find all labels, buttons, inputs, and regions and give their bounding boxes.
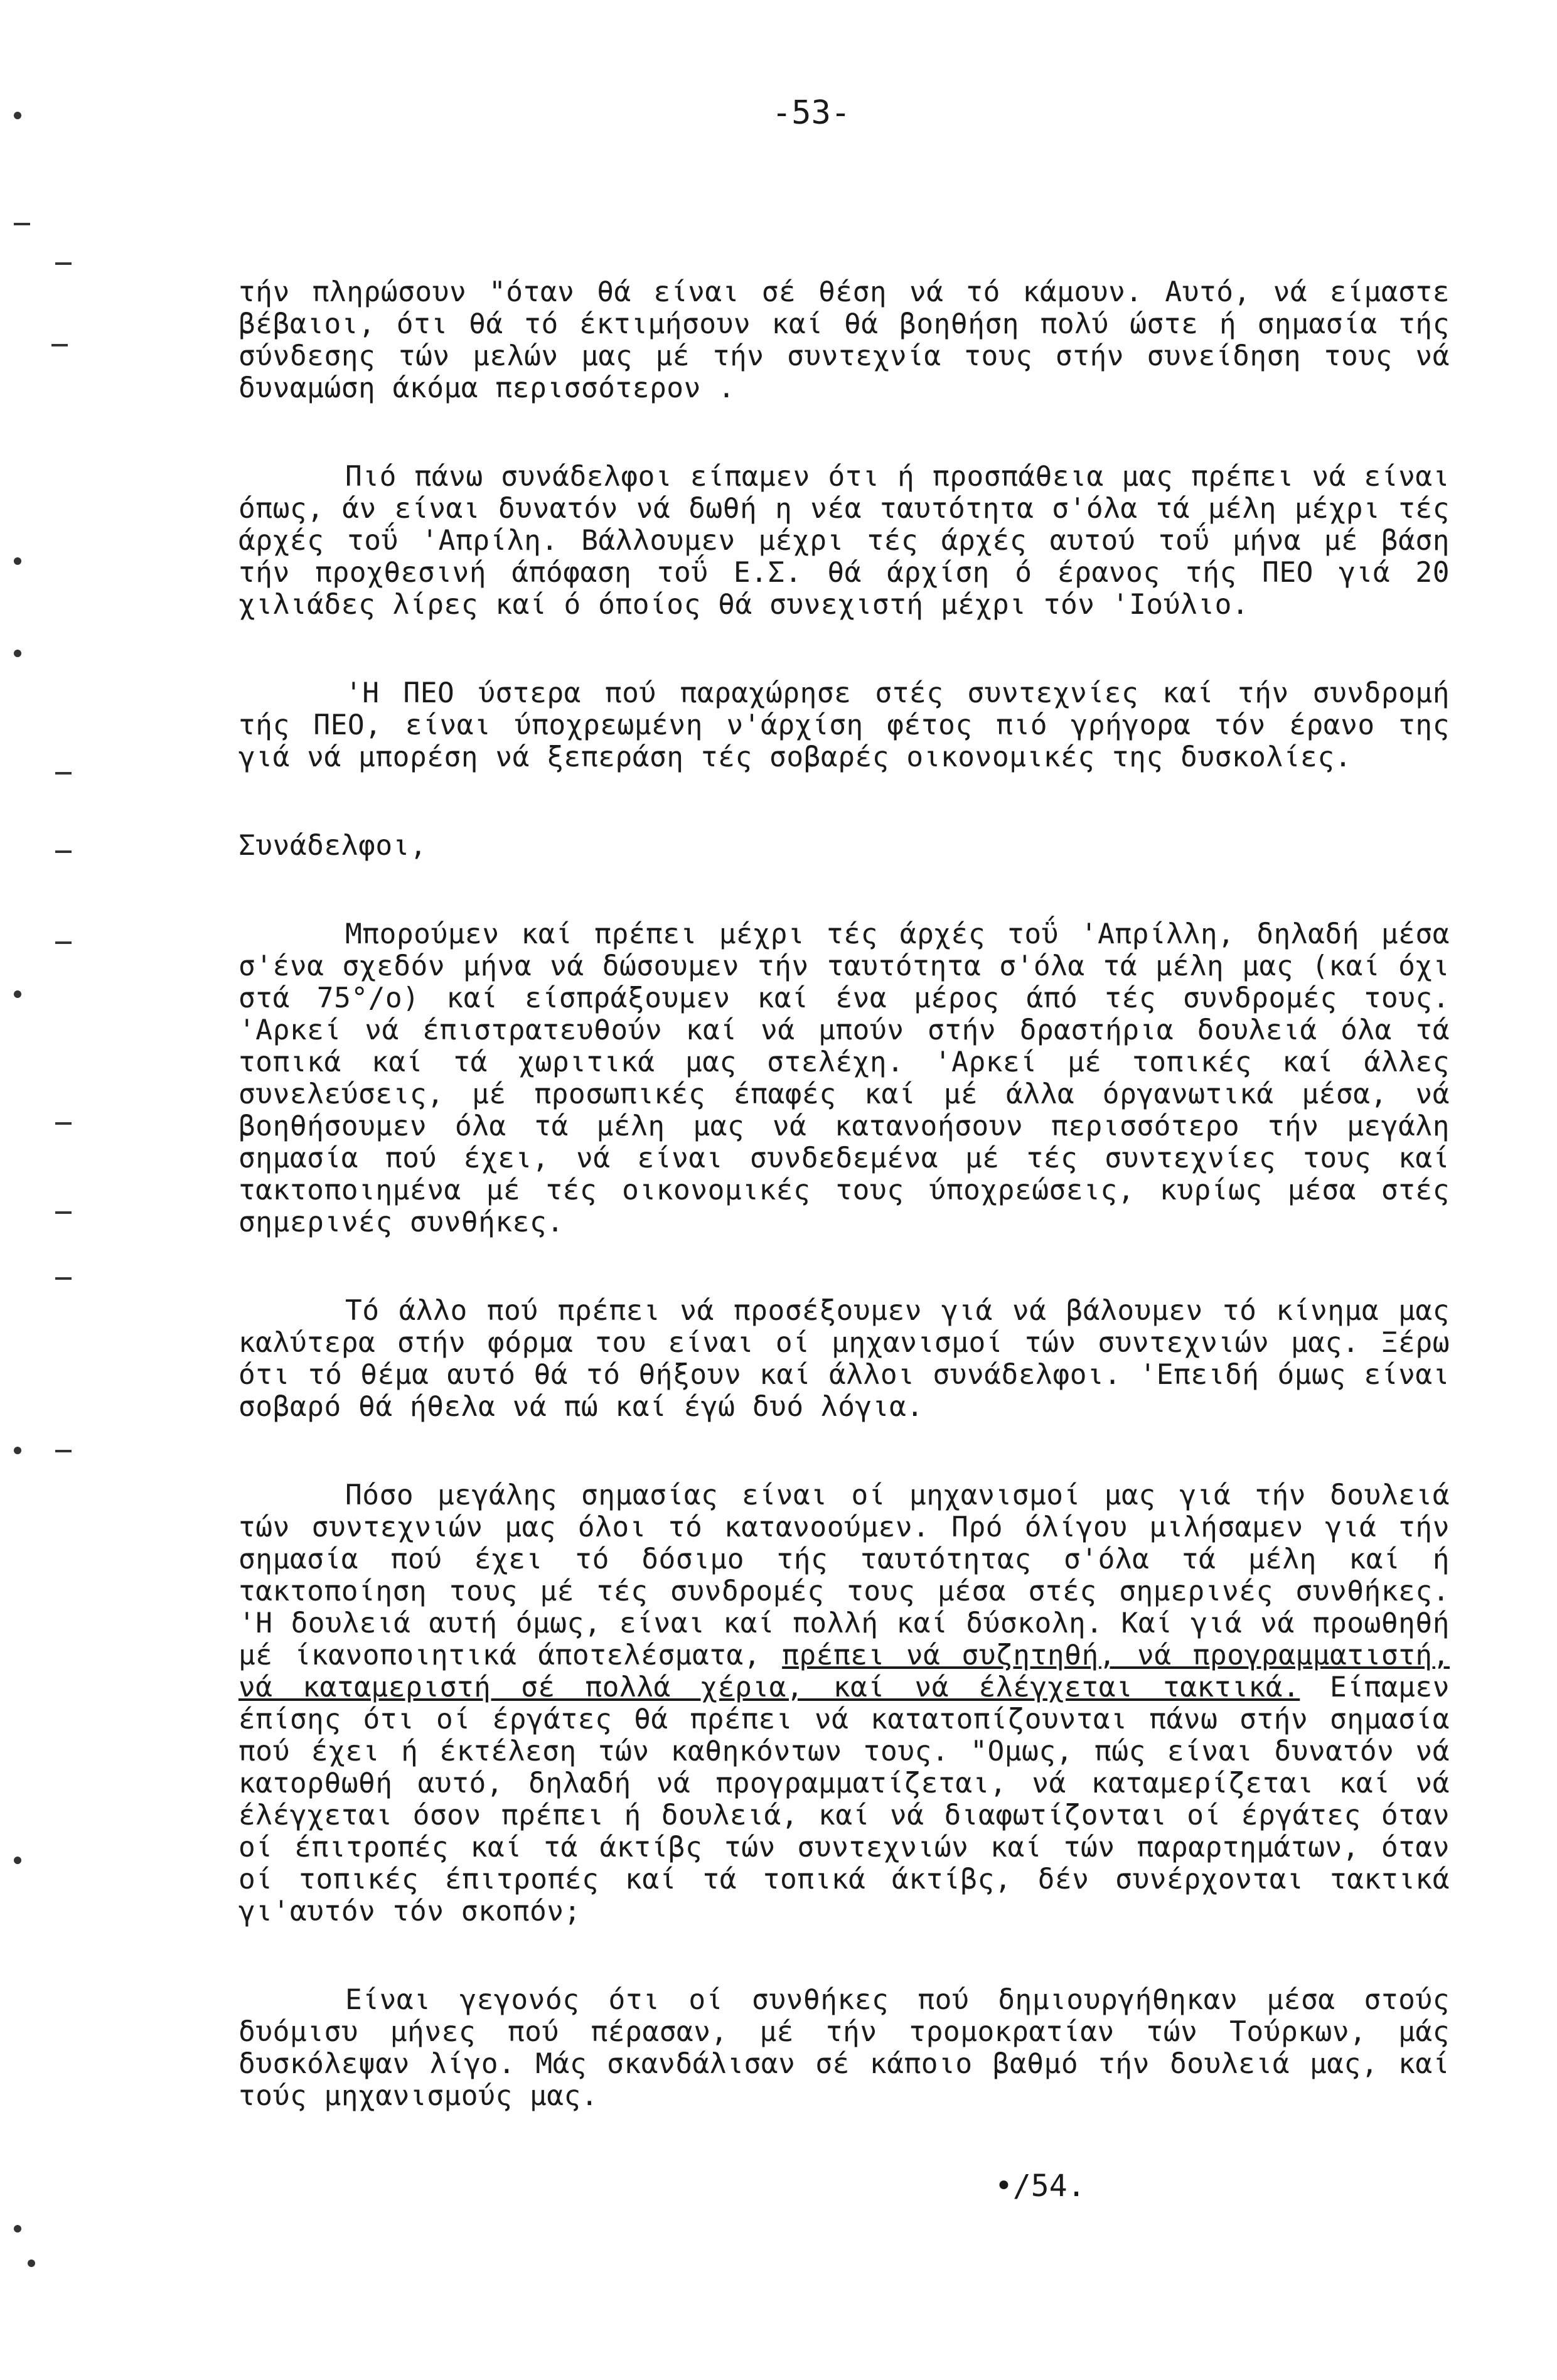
paragraph-text: Πόσο μεγάλης σημασίας είναι οί μηχανισμοί μας γιά τήν δουλειά τών συντεχνιών μας όλοι τό κατανοούμεν. Πρό όλίγου μιλήσαμεν γιά τήν σημασία πού έχει τό δόσιμο τής ταυτότητας σ'όλα τά μέλη καί ή τακτοποίηση τους μέ τές συνδρομές τους μέσα στές σημερινές συνθήκες. 'Η δουλειά αυτή όμως, είναι καί πολλή καί δύσκολη. Καί γιά νά προωθηθή μέ ίκανοποιητικά άποτελέσματα,: [238, 1479, 1450, 1671]
margin-mark: [55, 1211, 72, 1214]
paragraph: [238, 1479, 1450, 1927]
margin-mark: [14, 557, 21, 565]
page-number: -53-: [772, 94, 851, 132]
margin-mark: [55, 850, 72, 853]
margin-mark: [55, 772, 72, 775]
document-body: [238, 276, 1450, 2168]
margin-mark: [14, 223, 30, 225]
margin-mark: [14, 1857, 21, 1864]
margin-mark: [14, 2225, 21, 2233]
paragraph-text: Είπαμεν έπίσης ότι οί έργάτες θά πρέπει νά κατατοπίζουνται πάνω στήν σημασία πού έχει ή έκτέλεση τών καθηκόντων τους. "Ομως, πώς είναι δυνατόν νά κατορθωθή αυτό, δηλαδή νά προγραμματίζεται, νά καταμερίζεται καί νά έλέγχεται όσον πρέπει ή δουλειά, καί νά διαφωτίζονται οί έργάτες όταν οί έπιτροπές καί τά άκτίβς τών συντεχνιών καί τών παραρτημάτων, όταν οί τοπικές έπιτροπές καί τά τοπικά άκτίβς, δέν συνέρχονται τακτικά γι'αυτόν τόν σκοπόν;: [238, 1671, 1450, 1927]
margin-mark: [28, 2259, 35, 2267]
margin-mark: [55, 941, 72, 944]
margin-mark: [14, 650, 21, 657]
margin-mark: [55, 1277, 72, 1280]
margin-mark: [55, 262, 72, 265]
paragraph: τήν πληρώσουν "όταν θά είναι σέ θέση νά τό κάμουν. Αυτό, νά είμαστε βέβαιοι, ότι θά τό έκτιμήσουν καί θά βοηθήση πολύ ώστε ή σημασία τής σύνδεσης τών μελών μας μέ τήν συντεχνία τους στήν συνείδηση τους νά δυναμώση άκόμα περισσότερον .: [238, 276, 1450, 404]
footer-page-number: •/54.: [995, 2168, 1086, 2204]
margin-mark: [55, 1450, 72, 1452]
paragraph: Είναι γεγονός ότι οί συνθήκες πού δημιουργήθηκαν μέσα στούς δυόμισυ μήνες πού πέρασαν, μέ τήν τρομοκρατίαν τών Τούρκων, μάς δυσκόλεψαν λίγο. Μάς σκανδάλισαν σέ κάποιο βαθμό τήν δουλειά μας, καί τούς μηχανισμούς μας.: [238, 1984, 1450, 2112]
margin-mark: [55, 1122, 72, 1125]
paragraph: Μπορούμεν καί πρέπει μέχρι τές άρχές τοΰ 'Απρίλλη, δηλαδή μέσα σ'ένα σχεδόν μήνα νά δώσουμεν τήν ταυτότητα σ'όλα τά μέλη μας (καί όχι στά 75°/ο) καί είσπράξουμεν καί ένα μέρος άπό τές συνδρομές τους. 'Αρκεί νά έπιστρατευθούν καί νά μπούν στήν δραστήρια δουλειά όλα τά τοπικά καί τά χωριτικά μας στελέχη. 'Αρκεί μέ τοπικές καί άλλες συνελεύσεις, μέ προσωπικές έπαφές καί μέ άλλα όργανωτικά μέσα, νά βοηθήσουμεν όλα τά μέλη μας νά κατανοήσουν περισσότερο τήν μεγάλη σημασία πού έχει, νά είναι συνδεδεμένα μέ τές συντεχνίες τους καί τακτοποιημένα μέ τές οικονομικές τους ύποχρεώσεις, κυρίως μέσα στές σημερινές συνθήκες.: [238, 918, 1450, 1238]
paragraph: Πιό πάνω συνάδελφοι είπαμεν ότι ή προσπάθεια μας πρέπει νά είναι όπως, άν είναι δυνατόν νά δωθή η νέα ταυτότητα σ'όλα τά μέλη μέχρι τές άρχές τοΰ 'Απρίλη. Βάλλουμεν μέχρι τές άρχές αυτού τοΰ μήνα μέ βάση τήν προχθεσινή άπόφαση τοΰ Ε.Σ. θά άρχίση ό έρανος τής ΠΕΟ γιά 20 χιλιάδες λίρες καί ό όποίος θά συνεχιστή μέχρι τόν 'Ιούλιο.: [238, 461, 1450, 621]
salutation: Συνάδελφοι,: [238, 830, 427, 862]
paragraph: Τό άλλο πού πρέπει νά προσέξουμεν γιά νά βάλουμεν τό κίνημα μας καλύτερα στήν φόρμα του είναι οί μηχανισμοί τών συντεχνιών μας. Ξέρω ότι τό θέμα αυτό θά τό θήξουν καί άλλοι συνάδελφοι. 'Επειδή όμως είναι σοβαρό θά ήθελα νά πώ καί έγώ δυό λόγια.: [238, 1295, 1450, 1423]
margin-mark: [14, 112, 21, 119]
underlined-text: πρέπει νά συζητηθή, νά προγραμματιστή, νά καταμεριστή σέ πολλά χέρια, καί νά έλέγχεται τακτικά.: [238, 1639, 1450, 1703]
margin-mark: [51, 344, 68, 346]
margin-mark: [14, 1447, 21, 1454]
paragraph: 'Η ΠΕΟ ύστερα πού παραχώρησε στές συντεχνίες καί τήν συνδρομή τής ΠΕΟ, είναι ύποχρεωμένη ν'άρχίση φέτος πιό γρήγορα τόν έρανο της γιά νά μπορέση νά ξεπεράση τές σοβαρές οικονομικές της δυσκολίες.: [238, 677, 1450, 773]
margin-mark: [14, 990, 21, 998]
